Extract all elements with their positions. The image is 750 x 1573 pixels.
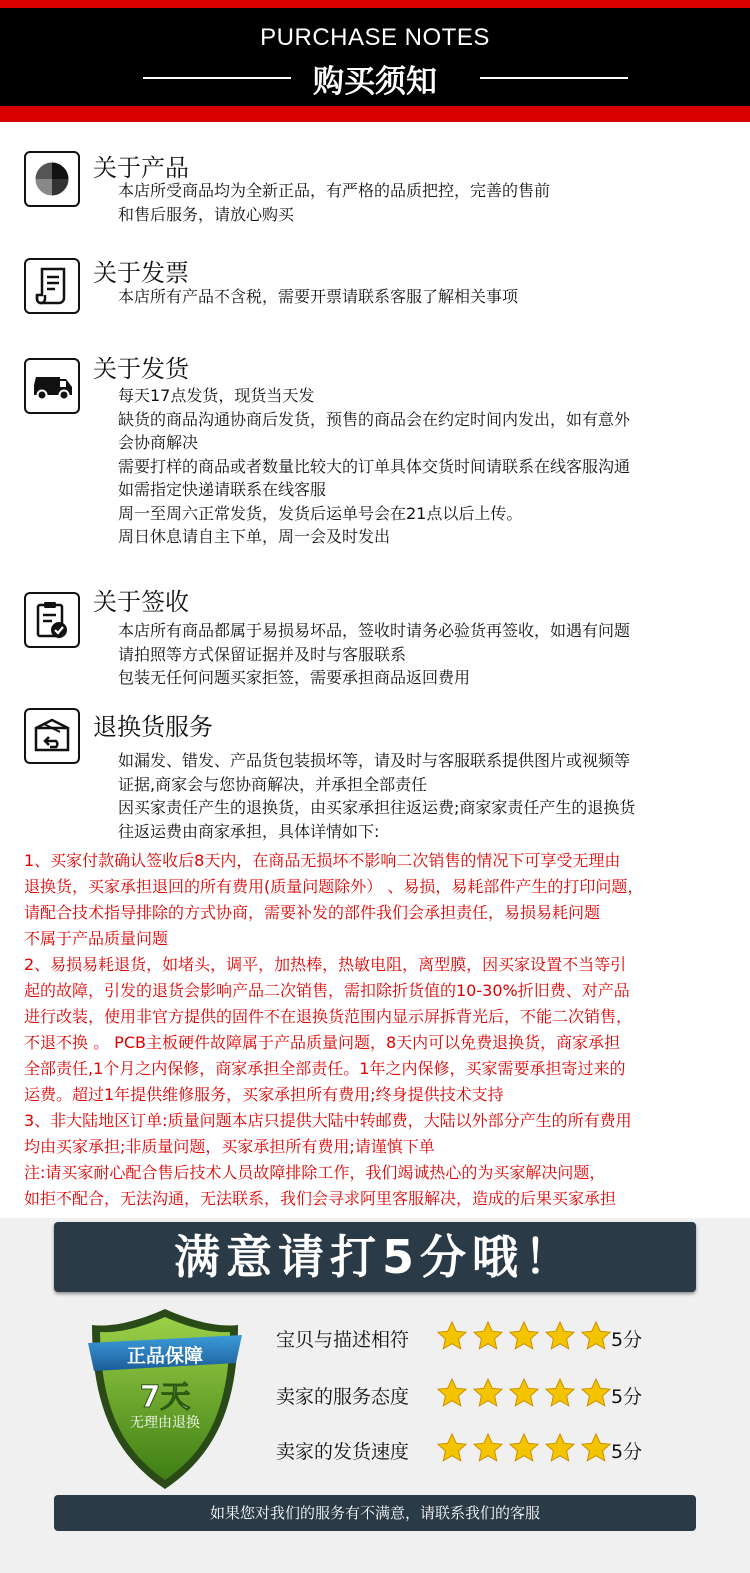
badge-subtitle: 无理由退换 — [130, 1415, 200, 1431]
policy-line: 注:请买家耐心配合售后技术人员故障排除工作，我们竭诚热心的为买家解决问题， — [24, 1163, 606, 1182]
section-body — [118, 619, 630, 690]
policy-line: 退换货，买家承担退回的所有费用(质量问题除外） 、易损，易耗部件产生的打印问题， — [24, 877, 644, 896]
policy-line: 如拒不配合，无法沟通，无法联系，我们会寻求阿里客服解决，造成的后果买家承担 — [24, 1189, 617, 1208]
return-policy-details — [24, 848, 643, 1212]
body-line: 会协商解决 — [118, 433, 199, 452]
body-line: 每天17点发货，现货当天发 — [118, 386, 315, 405]
policy-line: 进行改装，使用非官方提供的固件不在退换货范围内显示屏拆背光后，不能二次销售， — [24, 1007, 633, 1026]
star-icon — [436, 1320, 468, 1352]
rating-label: 卖家的服务态度 — [276, 1386, 410, 1408]
star-icon — [544, 1377, 576, 1409]
policy-line: 不退不换 。 PCB主板硬件故障属于产品质量问题，8天内可以免费退换货，商家承担 — [24, 1033, 621, 1052]
body-line: 往返运费由商家承担，具体详情如下: — [118, 821, 380, 841]
rating-row-shipping-speed — [276, 1432, 676, 1468]
policy-line: 起的故障，引发的退货会影响产品二次销售，需扣除折货值的10-30%折旧费、对产品 — [24, 981, 630, 1000]
star-icon — [472, 1432, 504, 1464]
policy-line: 运费。超过1年提供维修服务，买家承担所有费用;终身提供技术支持 — [24, 1085, 504, 1104]
rating-banner: 满意请打5分哦！ — [54, 1222, 696, 1292]
warranty-shield-badge — [86, 1305, 244, 1493]
policy-line: 2、易损易耗退货，如堵头，调平，加热棒，热敏电阻，离型膜，因买家设置不当等引 — [24, 955, 627, 974]
section-body — [118, 749, 635, 843]
policy-line: 均由买家承担;非质量问题，买家承担所有费用;请谨慎下单 — [24, 1137, 435, 1156]
body-line: 本店所有商品都属于易损易坏品，签收时请务必验货再签收，如遇有问题 — [118, 621, 631, 640]
pie-chart-icon — [24, 151, 80, 207]
star-icon — [508, 1320, 540, 1352]
body-line: 缺货的商品沟通协商后发货，预售的商品会在约定时间内发出，如有意外 — [118, 409, 631, 429]
star-rating — [436, 1432, 612, 1464]
body-line: 如需指定快递请联系在线客服 — [118, 480, 327, 499]
star-icon — [544, 1432, 576, 1464]
rating-score: 5分 — [611, 1329, 643, 1351]
header-black-band — [0, 8, 750, 106]
rating-label: 卖家的发货速度 — [276, 1441, 410, 1463]
rating-row-description — [276, 1320, 676, 1356]
policy-line: 1、买家付款确认签收后8天内，在商品无损坏不影响二次销售的情况下可享受无理由 — [24, 851, 621, 870]
section-body — [118, 384, 630, 549]
return-box-icon — [24, 708, 80, 764]
badge-title: 正品保障 — [126, 1345, 204, 1367]
star-icon — [508, 1432, 540, 1464]
body-line: 周日休息请自主下单，周一会及时发出 — [118, 527, 391, 546]
section-title: 关于发票 — [93, 259, 189, 287]
rating-score: 5分 — [611, 1441, 643, 1463]
section-title: 退换货服务 — [93, 713, 213, 741]
star-icon — [580, 1377, 612, 1409]
body-line: 本店所受商品均为全新正品，有严格的品质把控，完善的售前 — [118, 181, 551, 200]
star-icon — [580, 1320, 612, 1352]
contact-footer-bar: 如果您对我们的服务有不满意，请联系我们的客服 — [54, 1495, 696, 1531]
rating-label: 宝贝与描述相符 — [276, 1329, 410, 1351]
badge-days: 7天 — [139, 1380, 191, 1415]
header — [0, 0, 750, 122]
star-rating — [436, 1320, 612, 1352]
section-title: 关于签收 — [93, 588, 189, 616]
star-icon — [544, 1320, 576, 1352]
star-icon — [508, 1377, 540, 1409]
clipboard-check-icon — [24, 592, 80, 648]
star-icon — [580, 1432, 612, 1464]
header-title-en: PURCHASE NOTES — [260, 24, 490, 51]
star-icon — [436, 1432, 468, 1464]
policy-line: 全部责任,1个月之内保修，商家承担全部责任。1年之内保修，买家需要承担寄过来的 — [24, 1059, 626, 1078]
body-line: 证据,商家会与您协商解决，并承担全部责任 — [118, 774, 428, 794]
section-title: 关于发货 — [93, 355, 189, 383]
header-divider-right — [480, 77, 628, 79]
star-rating — [436, 1377, 612, 1409]
body-line: 需要打样的商品或者数量比较大的订单具体交货时间请联系在线客服沟通 — [118, 456, 631, 476]
body-line: 周一至周六正常发货，发货后运单号会在21点以后上传。 — [118, 503, 523, 523]
truck-icon — [24, 358, 80, 414]
rating-row-service — [276, 1377, 676, 1413]
policy-line: 请配合技术指导排除的方式协商，需要补发的部件我们会承担责任，易损易耗问题 — [24, 903, 601, 922]
body-line: 请拍照等方式保留证据并及时与客服联系 — [118, 644, 407, 664]
section-body — [118, 179, 550, 226]
star-icon — [472, 1320, 504, 1352]
policy-line: 不属于产品质量问题 — [24, 929, 169, 948]
body-line: 和售后服务，请放心购买 — [118, 204, 295, 224]
policy-line: 3、非大陆地区订单:质量问题本店只提供大陆中转邮费，大陆以外部分产生的所有费用 — [24, 1111, 632, 1130]
body-line: 包装无任何问题买家拒签，需要承担商品返回费用 — [118, 668, 471, 687]
header-title-cn: 购买须知 — [313, 64, 437, 100]
star-icon — [436, 1377, 468, 1409]
body-line: 如漏发、错发、产品货包装损坏等，请及时与客服联系提供图片或视频等 — [118, 751, 631, 770]
body-line: 本店所有产品不含税，需要开票请联系客服了解相关事项 — [118, 287, 519, 306]
rating-score: 5分 — [611, 1386, 643, 1408]
body-line: 因买家责任产生的退换货，由买家承担往返运费;商家家责任产生的退换货 — [118, 798, 636, 817]
section-body — [118, 285, 518, 309]
star-icon — [472, 1377, 504, 1409]
section-title: 关于产品 — [93, 154, 189, 182]
invoice-icon — [24, 258, 80, 314]
